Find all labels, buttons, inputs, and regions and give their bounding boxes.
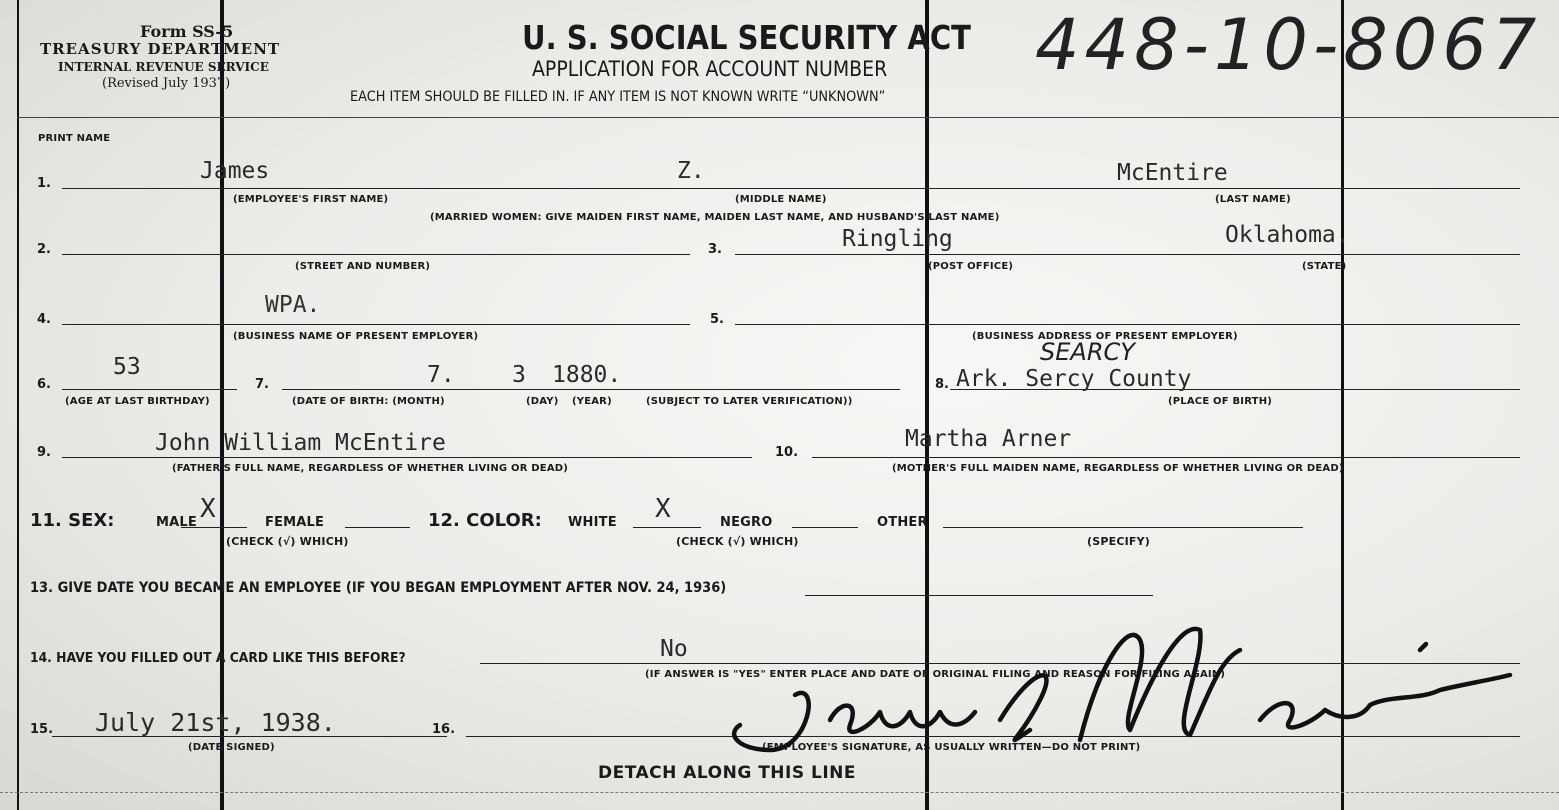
father-name-value: John William McEntire bbox=[155, 430, 446, 456]
birth-month-value: 7. bbox=[427, 362, 455, 388]
detach-line bbox=[0, 792, 1559, 793]
line-street bbox=[62, 254, 690, 255]
employee-signature bbox=[700, 600, 1530, 770]
item-14-question: 14. HAVE YOU FILLED OUT A CARD LIKE THIS BEFORE? bbox=[30, 651, 406, 666]
male-mark: X bbox=[200, 494, 216, 524]
item-number-7: 7. bbox=[255, 377, 269, 392]
female-label: FEMALE bbox=[265, 515, 325, 530]
caption-employer: (BUSINESS NAME OF PRESENT EMPLOYER) bbox=[233, 331, 479, 342]
negro-label: NEGRO bbox=[720, 515, 773, 530]
post-office-value: Ringling bbox=[842, 226, 953, 252]
caption-employer-address: (BUSINESS ADDRESS OF PRESENT EMPLOYER) bbox=[972, 331, 1238, 342]
line-age bbox=[62, 389, 237, 390]
signature-stroke-ames bbox=[830, 706, 975, 732]
item-number-5: 5. bbox=[710, 312, 724, 327]
revised-date: (Revised July 1937) bbox=[102, 76, 231, 91]
line-other bbox=[943, 527, 1303, 528]
employer-value: WPA. bbox=[265, 292, 321, 318]
item-number-8: 8. bbox=[935, 377, 949, 392]
place-of-birth-correction: SEARCY bbox=[1040, 338, 1135, 366]
item-number-2: 2. bbox=[37, 242, 51, 257]
line-father bbox=[62, 457, 752, 458]
male-label: MALE bbox=[156, 515, 197, 530]
caption-previous-card: (IF ANSWER IS "YES" ENTER PLACE AND DATE OF ORIGINAL FILING AND REASON FOR FILING AGAIN) bbox=[645, 669, 1226, 680]
white-label: WHITE bbox=[568, 515, 617, 530]
signature-stroke-j bbox=[734, 693, 809, 750]
caption-last-name: (LAST NAME) bbox=[1215, 194, 1291, 205]
caption-dob-month: (DATE OF BIRTH: (MONTH) bbox=[292, 396, 445, 407]
caption-date-signed: (DATE SIGNED) bbox=[188, 742, 275, 753]
caption-married-women: (MARRIED WOMEN: GIVE MAIDEN FIRST NAME, MAIDEN LAST NAME, AND HUSBAND'S LAST NAME) bbox=[430, 212, 1000, 223]
mother-name-value: Martha Arner bbox=[905, 426, 1072, 452]
item-number-6: 6. bbox=[37, 377, 51, 392]
birth-year-value: 1880. bbox=[552, 362, 622, 388]
other-label: OTHER bbox=[877, 515, 928, 530]
caption-place-of-birth: (PLACE OF BIRTH) bbox=[1168, 396, 1273, 407]
item-number-4: 4. bbox=[37, 312, 51, 327]
state-value: Oklahoma. bbox=[1225, 222, 1350, 248]
last-name-value: McEntire bbox=[1117, 160, 1228, 186]
item-number-16: 16. bbox=[432, 722, 456, 737]
caption-check-color: (CHECK (√) WHICH) bbox=[676, 535, 799, 548]
middle-name-value: Z. bbox=[677, 158, 705, 184]
line-mother bbox=[812, 457, 1520, 458]
left-border-line bbox=[17, 0, 19, 810]
caption-middle-name: (MIDDLE NAME) bbox=[735, 194, 827, 205]
caption-first-name: (EMPLOYEE'S FIRST NAME) bbox=[233, 194, 389, 205]
signature-stroke-z bbox=[1000, 675, 1046, 740]
caption-post-office: (POST OFFICE) bbox=[928, 261, 1014, 272]
caption-specify: (SPECIFY) bbox=[1087, 535, 1150, 548]
signature-stroke-m bbox=[1080, 629, 1240, 740]
signature-dot bbox=[1420, 644, 1426, 650]
sex-label: 11. SEX: bbox=[30, 510, 115, 531]
white-mark: X bbox=[655, 494, 671, 524]
line-employment-date bbox=[805, 595, 1153, 596]
item-number-3: 3. bbox=[708, 242, 722, 257]
caption-street: (STREET AND NUMBER) bbox=[295, 261, 431, 272]
instruction-text: EACH ITEM SHOULD BE FILLED IN. IF ANY ITEM IS NOT KNOWN WRITE “UNKNOWN” bbox=[350, 89, 886, 105]
line-female bbox=[345, 527, 410, 528]
form-number: Form SS-5 bbox=[140, 22, 234, 41]
form-subtitle: APPLICATION FOR ACCOUNT NUMBER bbox=[532, 57, 888, 81]
line-white bbox=[633, 527, 701, 528]
service: INTERNAL REVENUE SERVICE bbox=[58, 60, 269, 74]
header-rule bbox=[17, 117, 1559, 118]
account-number: 448-10-8067 bbox=[1035, 4, 1542, 86]
item-number-10: 10. bbox=[775, 445, 799, 460]
line-post-office bbox=[735, 254, 1520, 255]
first-name-value: James bbox=[200, 158, 270, 184]
item-number-15: 15. bbox=[30, 722, 54, 737]
item-13-question: 13. GIVE DATE YOU BECAME AN EMPLOYEE (IF YOU BEGAN EMPLOYMENT AFTER NOV. 24, 1936) bbox=[30, 580, 727, 596]
date-signed-value: July 21st, 1938. bbox=[95, 708, 336, 737]
color-label: 12. COLOR: bbox=[428, 510, 542, 531]
caption-signature: (EMPLOYEE'S SIGNATURE, AS USUALLY WRITTEN—DO NOT PRINT) bbox=[762, 742, 1141, 753]
birth-day-value: 3 bbox=[512, 362, 526, 388]
line-row-1 bbox=[62, 188, 1520, 189]
caption-dob-year: (YEAR) bbox=[572, 396, 612, 407]
signature-stroke-entire bbox=[1260, 675, 1510, 727]
line-dob bbox=[282, 389, 900, 390]
caption-check-sex: (CHECK (√) WHICH) bbox=[226, 535, 349, 548]
line-negro bbox=[792, 527, 858, 528]
print-name-label: PRINT NAME bbox=[38, 133, 111, 144]
line-employer bbox=[62, 324, 690, 325]
caption-verification: (SUBJECT TO LATER VERIFICATION)) bbox=[646, 396, 853, 407]
line-employer-address bbox=[735, 324, 1520, 325]
detach-line-label: DETACH ALONG THIS LINE bbox=[598, 763, 857, 783]
age-value: 53 bbox=[113, 354, 141, 380]
caption-dob-day: (DAY) bbox=[526, 396, 559, 407]
caption-age: (AGE AT LAST BIRTHDAY) bbox=[65, 396, 210, 407]
item-number-1: 1. bbox=[37, 176, 51, 191]
vertical-fold-line-1 bbox=[220, 0, 224, 810]
caption-father: (FATHER'S FULL NAME, REGARDLESS OF WHETHER LIVING OR DEAD) bbox=[172, 463, 569, 474]
previous-card-answer: No bbox=[660, 636, 688, 662]
department: TREASURY DEPARTMENT bbox=[40, 40, 281, 58]
line-male bbox=[181, 527, 247, 528]
caption-state: (STATE) bbox=[1302, 261, 1347, 272]
place-of-birth-value: Ark. Sercy County bbox=[956, 366, 1192, 392]
item-number-9: 9. bbox=[37, 445, 51, 460]
form-title: U. S. SOCIAL SECURITY ACT bbox=[522, 18, 971, 57]
caption-mother: (MOTHER'S FULL MAIDEN NAME, REGARDLESS OF WHETHER LIVING OR DEAD) bbox=[892, 463, 1344, 474]
